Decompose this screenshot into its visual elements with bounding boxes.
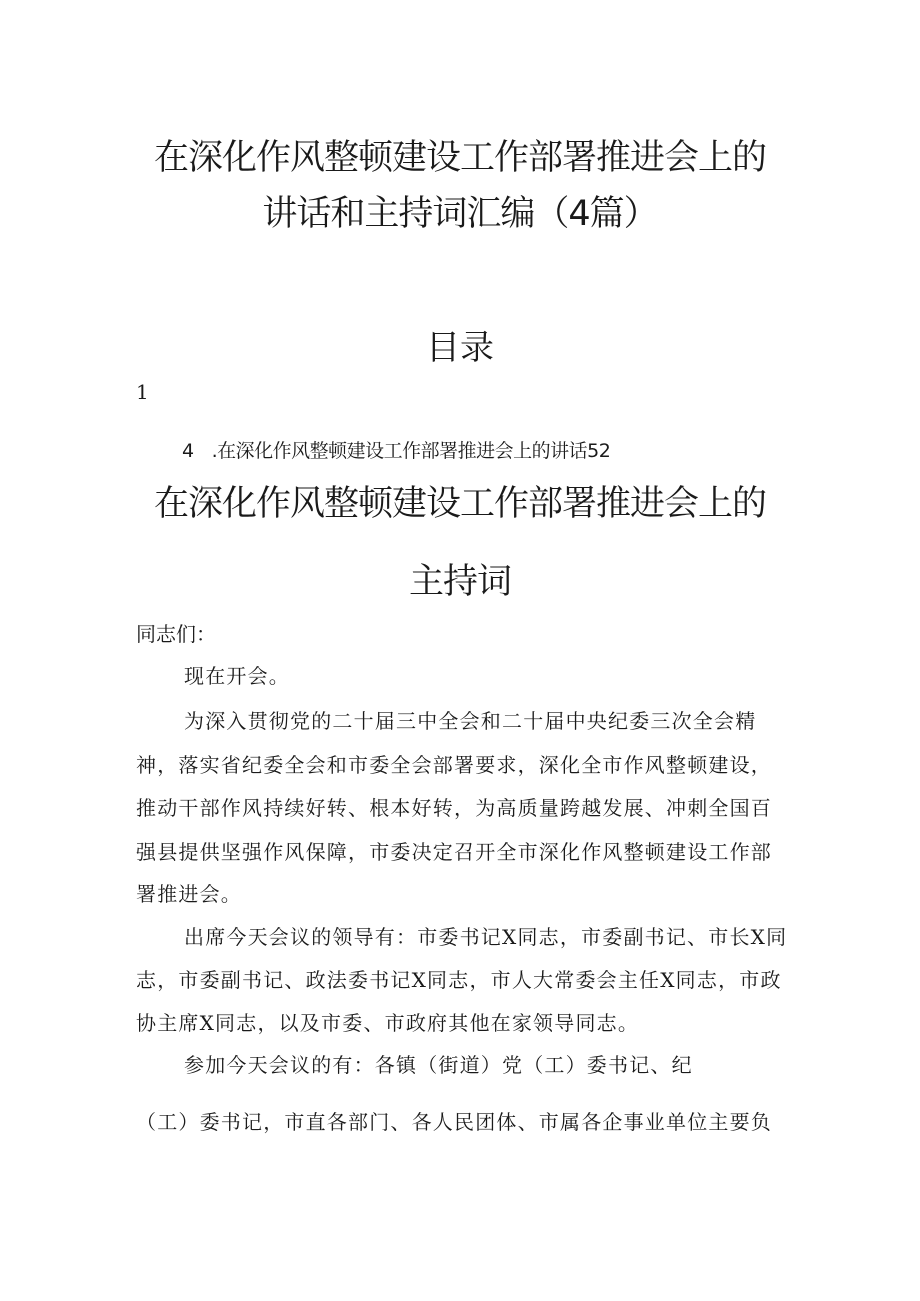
paragraph-line: 协主席X同志，以及市委、市政府其他在家领导同志。 — [136, 1011, 640, 1035]
paragraph-line: 参加今天会议的有：各镇（街道）党（工）委书记、纪 — [184, 1053, 693, 1077]
paragraph-line: （工）委书记，市直各部门、各人民团体、市属各企事业单位主要负 — [136, 1110, 772, 1134]
paragraph-line: 为深入贯彻党的二十届三中全会和二十届中央纪委三次全会精 — [184, 709, 757, 733]
document-title-line-2: 讲话和主持词汇编（4篇） — [262, 194, 658, 234]
section-title-line-2: 主持词 — [408, 562, 511, 602]
toc-entry[interactable] — [182, 436, 610, 463]
paragraph-line: 现在开会。 — [184, 664, 290, 688]
toc-entry-number: 4 — [182, 440, 194, 462]
salutation: 同志们： — [136, 622, 216, 646]
paragraph-line: 推动干部作风持续好转、根本好转，为高质量跨越发展、冲刺全国百 — [136, 796, 772, 820]
paragraph-line: 出席今天会议的领导有：市委书记X同志，市委副书记、市长X同 — [184, 925, 788, 949]
toc-page-number: 1 — [136, 380, 149, 404]
toc-heading: 目录 — [426, 328, 494, 368]
toc-entry-text: .在深化作风整顿建设工作部署推进会上的讲话52 — [211, 440, 611, 462]
document-title-line-1: 在深化作风整顿建设工作部署推进会上的 — [153, 138, 766, 178]
paragraph-line: 神，落实省纪委全会和市委全会部署要求，深化全市作风整顿建设， — [136, 753, 772, 777]
paragraph-line: 署推进会。 — [136, 882, 242, 906]
section-title-line-1: 在深化作风整顿建设工作部署推进会上的 — [153, 484, 766, 524]
paragraph-line: 强县提供坚强作风保障，市委决定召开全市深化作风整顿建设工作部 — [136, 840, 772, 864]
paragraph-line: 志，市委副书记、政法委书记X同志，市人大常委会主任X同志，市政 — [136, 968, 782, 992]
